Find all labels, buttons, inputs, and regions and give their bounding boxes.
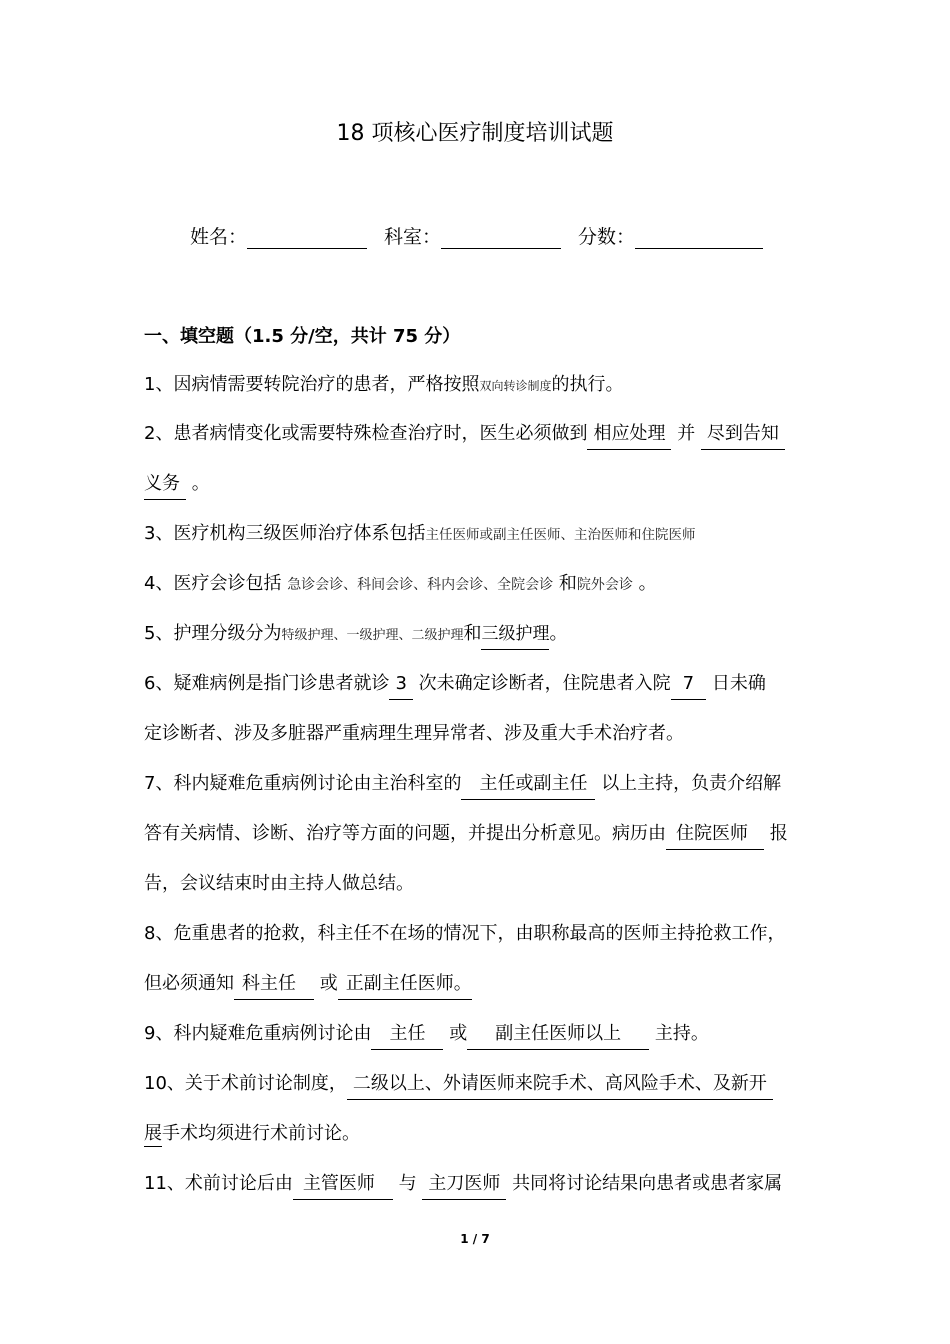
q1-answer: 双向转诊制度 — [479, 379, 552, 393]
q3-answer: 主任医师或副主任医师、主治医师和住院医师 — [425, 527, 696, 543]
q6-answer-2: 7 — [671, 671, 706, 700]
q10-answer-cont: 展手术均须进行术前讨论。 — [144, 1123, 360, 1144]
q8-text-mid: 或 — [319, 973, 338, 994]
question-7-cont — [144, 821, 816, 851]
question-4 — [144, 571, 816, 601]
q11-text-end: 共同将讨论结果向患者或患者家属 — [512, 1173, 783, 1194]
q9-text-end: 主持。 — [654, 1023, 709, 1044]
q11-answer-1: 主管医师 — [293, 1171, 393, 1200]
q2-answer-1: 相应处理 — [587, 421, 671, 450]
question-9 — [144, 1021, 816, 1051]
q9-answer-1: 主任 — [371, 1021, 443, 1050]
question-7-cont2 — [144, 871, 816, 901]
q7-text-cont: 答有关病情、诊断、治疗等方面的问题，并提出分析意见。病历由 — [144, 823, 666, 844]
q8-answer-2: 正副主任医师。 — [338, 971, 472, 1000]
page-number: 1 / 7 — [460, 1232, 490, 1246]
q4-text: 4、医疗会诊包括 — [144, 573, 282, 594]
question-2-cont — [144, 471, 816, 501]
q4-answer-1: 急诊会诊、科间会诊、科内会诊、全院会诊 — [287, 577, 554, 593]
q2-answer-2: 尽到告知 — [701, 421, 785, 450]
q11-text: 11、术前讨论后由 — [144, 1173, 293, 1194]
question-11 — [144, 1171, 816, 1201]
q9-text-mid: 或 — [449, 1023, 468, 1044]
score-label: 分数： — [578, 226, 636, 248]
question-10-cont — [144, 1121, 816, 1151]
name-label: 姓名： — [190, 226, 248, 248]
q10-underline-stub — [144, 1146, 162, 1147]
q7-text-cont2: 告，会议结束时由主持人做总结。 — [144, 873, 414, 894]
q5-answer-2: 三级护理 — [481, 621, 549, 650]
q8-text: 8、危重患者的抢救，科主任不在场的情况下，由职称最高的医师主持抢救工作， — [144, 923, 786, 944]
q7-answer-1: 主任或副主任 — [461, 771, 595, 800]
question-6-cont — [144, 721, 816, 751]
q2-text-end: 。 — [191, 473, 210, 494]
q9-text: 9、科内疑难危重病例讨论由 — [144, 1023, 372, 1044]
q5-text-mid: 和 — [463, 623, 482, 644]
q4-text-end: 。 — [638, 573, 657, 594]
q11-text-mid: 与 — [398, 1173, 417, 1194]
name-field — [190, 222, 367, 249]
question-2 — [144, 421, 816, 451]
name-blank[interactable] — [247, 222, 367, 249]
dept-label: 科室： — [384, 226, 442, 248]
page-title: 18 项核心医疗制度培训试题 — [336, 121, 614, 146]
q8-text-cont: 但必须通知 — [144, 973, 234, 994]
question-8-cont — [144, 971, 816, 1001]
q6-answer-1: 3 — [389, 671, 412, 700]
q3-text: 3、医疗机构三级医师治疗体系包括 — [144, 523, 426, 544]
q7-answer-2: 住院医师 — [666, 821, 764, 850]
section-heading: 一、填空题（1.5 分/空，共计 75 分） — [144, 326, 461, 347]
q6-text: 6、疑难病例是指门诊患者就诊 — [144, 673, 390, 694]
question-1 — [144, 372, 816, 402]
q1-text-end: 的执行。 — [551, 374, 624, 395]
q5-text: 5、护理分级分为 — [144, 623, 282, 644]
q7-text-end: 报 — [769, 823, 788, 844]
question-8 — [144, 921, 816, 951]
question-10 — [144, 1071, 816, 1101]
dept-field — [384, 222, 561, 249]
question-6 — [144, 671, 816, 701]
q5-text-end: 。 — [549, 623, 568, 644]
q5-answer-1: 特级护理、一级护理、二级护理 — [281, 628, 464, 643]
score-blank[interactable] — [635, 222, 763, 249]
dept-blank[interactable] — [441, 222, 561, 249]
q4-answer-2: 院外会诊 — [576, 577, 633, 593]
q2-text: 2、患者病情变化或需要特殊检查治疗时，医生必须做到 — [144, 423, 588, 444]
q6-text-mid: 次未确定诊断者，住院患者入院 — [418, 673, 671, 694]
q10-text: 10、关于术前讨论制度， — [144, 1073, 347, 1094]
q11-answer-2: 主刀医师 — [422, 1171, 506, 1200]
score-field — [578, 222, 763, 249]
q7-text: 7、科内疑难危重病例讨论由主治科室的 — [144, 773, 462, 794]
q1-text: 1、因病情需要转院治疗的患者，严格按照 — [144, 374, 480, 395]
question-7 — [144, 771, 816, 801]
q9-answer-2: 副主任医师以上 — [467, 1021, 649, 1050]
question-3 — [144, 521, 816, 551]
q10-answer: 二级以上、外请医师来院手术、高风险手术、及新开 — [347, 1071, 773, 1100]
q6-text-end: 日未确 — [711, 673, 766, 694]
q8-answer-1: 科主任 — [234, 971, 314, 1000]
q6-text-cont: 定诊断者、涉及多脏器严重病理生理异常者、涉及重大手术治疗者。 — [144, 723, 684, 744]
question-5 — [144, 621, 816, 651]
q7-text-mid: 以上主持，负责介绍解 — [601, 773, 782, 794]
q2-text-mid: 并 — [677, 423, 696, 444]
q4-text-mid: 和 — [558, 573, 577, 594]
q2-answer-2-cont: 义务 — [144, 471, 186, 500]
